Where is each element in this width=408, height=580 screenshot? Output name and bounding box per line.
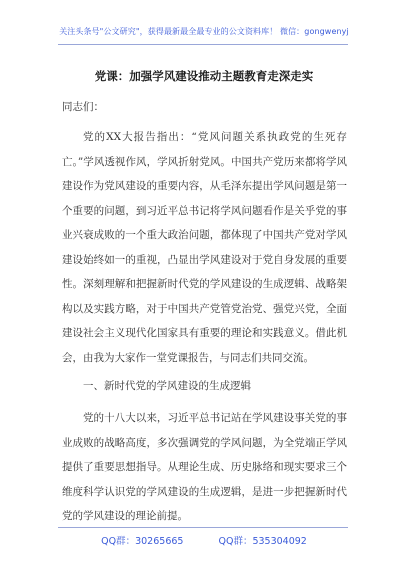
footer-divider (58, 527, 348, 528)
header-divider (58, 44, 348, 45)
footer (0, 533, 408, 547)
header-banner: 关注头条号"公文研究"，获得最新最全最专业的公文资料库！ 微信：gongwenyj (59, 27, 349, 36)
footer-qq-group-1: QQ群：30265665 (101, 536, 184, 547)
document-title: 党课：加强学风建设推动主题教育走深走实 (94, 69, 314, 83)
footer-qq-group-2: QQ群：535304092 (218, 536, 307, 547)
paragraph-2: 党的十八大以来，习近平总书记站在学风建设事关党的事业成败的战略高度，多次强调党的学风问题，为全党端正学风提供了重要思想指导。从理论生成、历史脉络和现实要求三个维度科学认识党的学风建设的生成逻辑，是进一步把握新时代党的学风建设的理论前提。 (62, 412, 347, 522)
paragraph-1: 党的XX大报告指出：“党风问题关系执政党的生死存亡。”学风透视作风，学风折射党风。中国共产党历来都将学风建设作为党风建设的重要内容，从毛泽东提出学风问题是第一个重要的问题，到习近平总书记将学风问题看作是关乎党的事业兴衰成败的一个重大政治问题，都体现了中国共产党对学风建设始终如一的重视，凸显出学风建设对于党自身发展的重要性。深刻理解和把握新时代党的学风建设的生成逻辑、战略架构以及实践方略，对于中国共产党管党治党、强党兴党，全面建设社会主义现代化国家具有重要的理论和实践意义。借此机会，由我为大家作一堂党课报告，与同志们共同交流。 (62, 131, 347, 364)
salutation: 同志们： (62, 101, 104, 113)
section-heading: 一、新时代党的学风建设的生成逻辑 (83, 380, 251, 392)
